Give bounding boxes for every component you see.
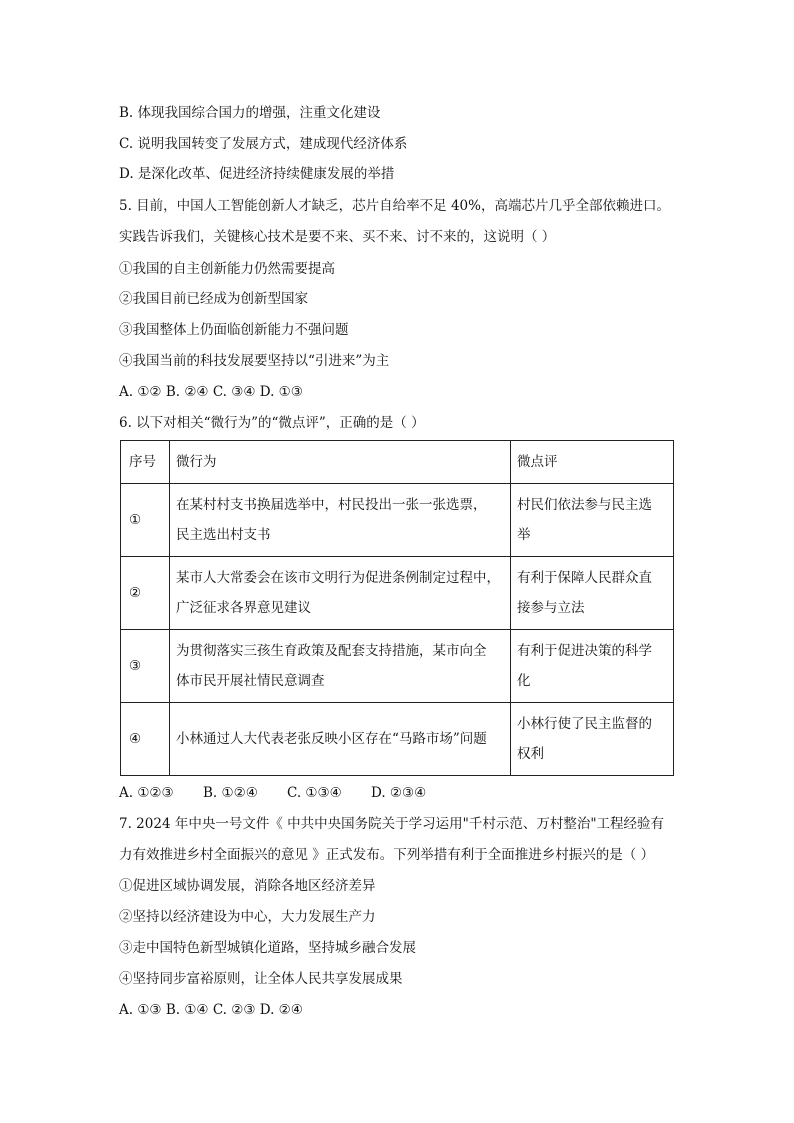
comment-line: 权利 [517,746,544,762]
prev-option-b: B. 体现我国综合国力的增强，注重文化建设 [119,105,381,121]
q5-item-1: ①我国的自主创新能力仍然需要提高 [119,261,335,277]
q7-options: A. ①③ B. ①④ C. ②③ D. ②④ [119,1002,303,1018]
row-number: ④ [121,703,170,776]
comment-line: 举 [517,527,531,543]
q6-option-a: A. ①②③ [119,785,174,801]
q7-stem-line1: 7. 2024 年中央一号文件《 中共中央国务院关于学习运用"千村示范、万村整治"工程经验有 [119,816,665,832]
header-comment: 微点评 [511,441,674,484]
prev-option-c: C. 说明我国转变了发展方式，建成现代经济体系 [119,136,408,152]
q6-stem: 6. 以下对相关“微行为”的“微点评”，正确的是（ ） [119,415,425,431]
q7-item-2: ②坚持以经济建设为中心，大力发展生产力 [119,909,376,925]
q6-table [120,440,674,776]
q6-option-b: B. ①②④ [203,785,258,801]
comment-line: 化 [517,673,531,689]
q7-stem-line2: 力有效推进乡村全面振兴的意见 》正式发布。下列举措有利于全面推进乡村振兴的是（ ） [119,847,655,863]
table-header-row [121,441,674,484]
comment-line: 村民们依法参与民主选 [517,497,652,513]
comment-line: 接参与立法 [517,600,585,616]
behavior-line: 体市民开展社情民意调查 [176,673,325,689]
row-behavior [170,630,511,703]
behavior-line: 为贯彻落实三孩生育政策及配套支持措施，某市向全 [176,643,487,659]
comment-line: 小林行使了民主监督的 [517,716,652,732]
row-number: ③ [121,630,170,703]
behavior-line: 广泛征求各界意见建议 [176,600,311,616]
behavior-line: 某市人大常委会在该市文明行为促进条例制定过程中， [176,570,500,586]
header-behavior: 微行为 [170,441,511,484]
row-number: ① [121,484,170,557]
q6-option-d: D. ②③④ [371,785,427,801]
row-comment [511,484,674,557]
q5-stem-line1: 5. 目前，中国人工智能创新人才缺乏，芯片自给率不足 40%，高端芯片几乎全部依赖进口。 [119,198,670,214]
behavior-line: 小林通过人大代表老张反映小区存在“马路市场”问题 [176,731,487,747]
table-row [121,484,674,557]
row-comment [511,630,674,703]
q7-item-1: ①促进区域协调发展，消除各地区经济差异 [119,878,376,894]
q7-item-4: ④坚持同步富裕原则，让全体人民共享发展成果 [119,971,403,987]
q5-options: A. ①② B. ②④ C. ③④ D. ①③ [119,384,303,400]
comment-line: 有利于促进决策的科学 [517,643,652,659]
row-number: ② [121,557,170,630]
q5-item-3: ③我国整体上仍面临创新能力不强问题 [119,322,349,338]
prev-option-d: D. 是深化改革、促进经济持续健康发展的举措 [119,166,395,182]
q6-option-c: C. ①③④ [287,785,342,801]
row-behavior [170,484,511,557]
q5-item-4: ④我国当前的科技发展要坚持以“引进来”为主 [119,353,390,369]
row-comment [511,557,674,630]
table-row [121,557,674,630]
row-behavior [170,557,511,630]
table-row [121,630,674,703]
header-number: 序号 [121,441,170,484]
q5-stem-line2: 实践告诉我们，关键核心技术是要不来、买不来、讨不来的，这说明（ ） [119,229,556,245]
comment-line: 有利于保障人民群众直 [517,570,652,586]
row-comment [511,703,674,776]
q7-item-3: ③走中国特色新型城镇化道路，坚持城乡融合发展 [119,940,416,956]
q6-options [119,783,426,803]
row-behavior [170,703,511,776]
table-row [121,703,674,776]
behavior-line: 民主选出村支书 [176,527,271,543]
behavior-line: 在某村村支书换届选举中，村民投出一张一张选票， [176,497,487,513]
q5-item-2: ②我国目前已经成为创新型国家 [119,291,308,307]
